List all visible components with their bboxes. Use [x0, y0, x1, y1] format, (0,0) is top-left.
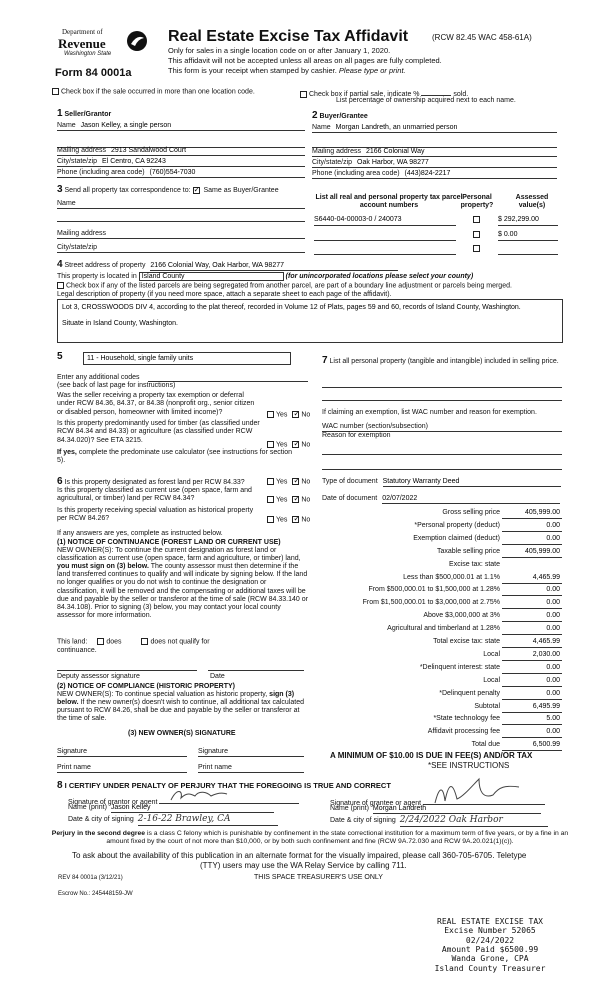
s5-q1-answers: [267, 411, 310, 420]
notice-2-title: (2) NOTICE OF COMPLIANCE (HISTORIC PROPERTY): [57, 683, 235, 690]
treasurer-use-only: THIS SPACE TREASURER'S USE ONLY: [254, 874, 383, 881]
personal-property-line-2[interactable]: [322, 393, 562, 401]
calc-value[interactable]: 6,495.99: [502, 703, 562, 713]
new-owner-name-1[interactable]: [57, 764, 187, 773]
seller-city-field[interactable]: [57, 158, 305, 167]
calc-label: Total due: [471, 741, 500, 749]
street-label: Street address of property: [64, 262, 146, 269]
does-not-label: does not qualify for: [150, 638, 210, 646]
deputy-date-line[interactable]: [208, 663, 304, 671]
personal-property-line-1[interactable]: [322, 380, 562, 388]
s6-q2-yes-checkbox[interactable]: [267, 496, 274, 503]
additional-codes-field[interactable]: [148, 374, 308, 382]
partial-label-c: List percentage of ownership acquired next to each name.: [336, 97, 516, 104]
buyer-city-value: Oak Harbor, WA 98277: [357, 159, 429, 166]
grantee-date-row: [330, 815, 548, 827]
stamp-line-1: REAL ESTATE EXCISE TAX: [437, 917, 543, 926]
no-label: No: [301, 411, 311, 419]
new-owner-sig-2[interactable]: [198, 748, 304, 757]
section-3-number: 3: [57, 184, 63, 195]
section-3-text: Send all property tax correspondence to:: [64, 187, 191, 194]
header-line-1: Only for sales in a single location code on or after January 1, 2020.: [168, 46, 391, 55]
header-line-2: This affidavit will not be accepted unless all areas on all pages are fully completed.: [168, 56, 442, 65]
grantor-name-label: Name (print): [68, 804, 107, 811]
parcels-col-1-header: List all real and personal property tax parcel account numbers: [315, 194, 463, 210]
buyer-phone-label: Phone (including area code): [312, 170, 400, 177]
calc-value[interactable]: 0.00: [502, 535, 562, 545]
does-label: does: [106, 638, 122, 646]
buyer-mailing-value: 2166 Colonial Way: [365, 148, 425, 155]
s6-q3-yes-checkbox[interactable]: [267, 516, 274, 523]
seller-mailing-label: Mailing address: [57, 147, 107, 154]
seller-heading-text: Seller/Grantor: [64, 111, 112, 118]
alt-format-line-2: (TTY) users may use the WA Relay Service by calling 711.: [200, 861, 407, 870]
calc-value[interactable]: 2,030.00: [502, 651, 562, 661]
form-number: Form 84 0001a: [55, 67, 132, 79]
legal-description-line-1: Lot 3, CROSSWOODS DIV 4, according to the plat thereof, recorded in Volume 12 of Plats, pages 59 and 60, records of Island County, Washington.: [62, 304, 521, 311]
parcel-row-3[interactable]: [314, 245, 456, 255]
grantee-date-label: Date & city of signing: [330, 817, 396, 824]
s3-name-field[interactable]: [57, 200, 305, 209]
section-7-desc: List all personal property (tangible and intangible) included in selling price.: [329, 358, 559, 365]
multi-location-check[interactable]: [52, 88, 255, 97]
s6-q3-answers: [267, 516, 310, 525]
calc-value[interactable]: 0.00: [502, 664, 562, 674]
section-8-number: 8: [57, 780, 63, 791]
yes-label: Yes: [276, 411, 288, 419]
s6-q1-no-checkbox[interactable]: [292, 478, 299, 485]
calc-row: [322, 728, 562, 740]
section-7-text: [322, 355, 562, 367]
seller-name-label: Name: [57, 122, 76, 129]
calc-row: [322, 690, 562, 702]
stamp-line-6: Island County Treasurer: [434, 963, 546, 973]
calc-label: Above $3,000,000 at 3%: [423, 612, 500, 620]
grantor-signature-icon: [169, 788, 229, 802]
notice-2-text-a: NEW OWNER(S): To continue special valuation as historic property,: [57, 691, 268, 698]
treasurer-stamp: [430, 917, 550, 973]
s5-q2-yes-checkbox[interactable]: [267, 441, 274, 448]
reason-line-2[interactable]: [322, 462, 562, 470]
calc-row: [322, 715, 562, 727]
stamp-line-5: Wanda Grone, CPA: [451, 954, 529, 964]
section-3-heading: [57, 184, 279, 196]
buyer-name-label: Name: [312, 124, 331, 131]
same-as-buyer-checkbox[interactable]: [193, 187, 200, 194]
grantee-signature-icon: [433, 777, 523, 807]
washington-state-text: Washington State: [64, 51, 112, 57]
continuance-label: continuance.: [57, 647, 97, 654]
grantor-signature-field[interactable]: [159, 794, 299, 804]
calc-label: Subtotal: [474, 702, 500, 710]
no-label: No: [301, 441, 311, 449]
notice-1-text-c: The county assessor must then determine if the land transferred continues to qualify and will indicate by signing below. If the land no longer qualifies or you do not wish to continue the designation or classification, it will be removed and the compensating or additional taxes will be due and payable by the seller or transferor at the time of sale (RCW 84.33.140 or 84.34.108). Prior to signing (3) below, you may contact your local county assessor for more information.: [57, 563, 308, 619]
buyer-name-field[interactable]: [312, 124, 557, 133]
seller-city-value: El Centro, CA 92243: [102, 158, 166, 165]
same-as-buyer-label: Same as Buyer/Grantee: [203, 187, 279, 194]
grantee-name-value[interactable]: Morgan Landreth: [373, 805, 541, 814]
doc-date-row: [322, 495, 560, 504]
notice-1-text-b: you must sign on (3) below.: [57, 563, 149, 571]
seller-phone-value: (760)554-7030: [149, 169, 196, 176]
header-line-3: [168, 66, 406, 75]
yes-label: Yes: [276, 496, 288, 504]
no-label: No: [301, 516, 311, 524]
doc-type-value[interactable]: Statutory Warranty Deed: [383, 478, 561, 487]
calc-label: Taxable selling price: [436, 547, 500, 555]
s3-name-label: Name: [57, 200, 76, 207]
s5-q2-note: [57, 449, 297, 466]
calc-row: [322, 625, 562, 637]
buyer-extra-line[interactable]: [312, 140, 557, 148]
s6-if-yes: If any answers are yes, complete as instructed below.: [57, 530, 223, 537]
checkbox-icon[interactable]: [57, 282, 64, 289]
minimum-fee-note: A MINIMUM OF $10.00 IS DUE IN FEE(S) AND/OR TAX: [330, 751, 533, 760]
legal-description-label: Legal description of property (if you need more space, attach a separate sheet to each page of the affidavit).: [57, 291, 392, 298]
buyer-heading: [312, 110, 368, 122]
calc-row: [322, 586, 562, 598]
calc-value[interactable]: 5.00: [502, 715, 562, 725]
county-select[interactable]: Island County: [139, 272, 284, 281]
partial-percent-field[interactable]: [421, 88, 451, 96]
parcel-row-1[interactable]: S6440-04-00003-0 / 240073: [314, 216, 456, 226]
print-name-label: Print name: [198, 764, 232, 771]
certify-heading-text: I CERTIFY UNDER PENALTY OF PERJURY THAT THE FOREGOING IS TRUE AND CORRECT: [64, 781, 391, 790]
calc-value[interactable]: 0.00: [502, 612, 562, 622]
alt-format-line-1: To ask about the availability of this publication in an alternate format for the visually impaired, please call 360-705-6705. Teletype: [72, 851, 527, 860]
escrow-number: Escrow No.: 245448159-JW: [58, 891, 133, 897]
new-owner-name-2[interactable]: [198, 764, 304, 773]
segregated-label: Check box if any of the listed parcels are being segregated from another parcel, are part of a boundary line adjustment or parcels being merged.: [66, 282, 512, 290]
yes-label: Yes: [276, 516, 288, 524]
doc-date-label: Date of document: [322, 495, 378, 502]
personal-property-checkbox-1[interactable]: [473, 216, 480, 223]
yes-label: Yes: [276, 478, 288, 486]
calc-row: [322, 638, 562, 650]
calc-label: *Personal property (deduct): [414, 521, 500, 529]
calc-row: [322, 599, 562, 611]
doc-date-value[interactable]: 02/07/2022: [382, 495, 560, 504]
s6-q3-no-checkbox[interactable]: [292, 516, 299, 523]
does-not-checkbox[interactable]: [141, 638, 148, 645]
doc-type-row: [322, 478, 561, 487]
s5-q1: Was the seller receiving a property tax exemption or deferral under RCW 84.36, 84.37, or 84.38 (nonprofit org., senior citizen or disabled person, homeowner with limited income)?: [57, 392, 255, 416]
grantor-date-row: [68, 814, 278, 826]
buyer-name-value: Morgan Landreth, an unmarried person: [335, 124, 458, 131]
located-note: (for unincorporated locations please select your county): [285, 273, 474, 280]
s6-q1-yes-checkbox[interactable]: [267, 478, 274, 485]
calc-label: *Delinquent penalty: [439, 689, 500, 697]
signature-label: Signature: [198, 748, 228, 755]
partial-label-a: Check box if partial sale, indicate %: [309, 91, 420, 98]
multi-location-label: Check box if the sale occurred in more than one location code.: [61, 88, 255, 96]
calc-label: Agricultural and timberland at 1.28%: [387, 625, 500, 633]
s5-q2-note-a: If yes,: [57, 449, 77, 456]
no-label: No: [301, 496, 311, 504]
located-in-row: [57, 272, 473, 281]
grantee-sig-label: Signature of grantee or agent: [330, 800, 422, 807]
rev-number: REV 84 0001a (3/12/21): [58, 875, 123, 881]
revenue-logo-icon: [126, 30, 148, 52]
calc-label: *State technology fee: [433, 715, 500, 723]
calc-label: Affidavit processing fee: [427, 728, 500, 736]
deputy-label: Deputy assessor signature: [57, 673, 140, 680]
no-label: No: [301, 478, 311, 486]
calc-row: [322, 522, 562, 534]
buyer-phone-value: (443)824-2217: [404, 170, 451, 177]
s6-q2-answers: [267, 496, 310, 505]
segregated-check[interactable]: [57, 282, 512, 291]
reason-label: Reason for exemption: [322, 432, 391, 439]
grantor-date-value[interactable]: 2-16-22 Brawley, CA: [138, 814, 278, 826]
grantee-signature-field[interactable]: [423, 795, 545, 805]
seller-name-field[interactable]: [57, 122, 305, 131]
calc-value[interactable]: 6,500.99: [502, 741, 562, 751]
section-7-number: 7: [322, 355, 328, 366]
deputy-signature-line[interactable]: [57, 663, 197, 671]
personal-property-checkbox-3[interactable]: [473, 245, 480, 252]
calc-label: From $1,500,000.01 to $3,000,000 at 2.75%: [362, 599, 500, 607]
does-checkbox[interactable]: [97, 638, 104, 645]
s5-q1-no-checkbox[interactable]: [292, 411, 299, 418]
notice-1-text-a: NEW OWNER(S): To continue the current designation as forest land or classification as current use (open space, farm and agriculture, or timber) land,: [57, 547, 301, 563]
s3-mailing-label: Mailing address: [57, 230, 107, 237]
s5-q2-note-b: complete the predominate use calculator (see instructions for section 5).: [57, 449, 293, 465]
calc-value[interactable]: 4,465.99: [502, 574, 562, 584]
calc-label: Local: [483, 650, 500, 658]
checkbox-icon[interactable]: [300, 91, 307, 98]
calc-row: [322, 561, 562, 573]
stamp-line-2: Excise Number 52065: [444, 926, 536, 936]
header-line-3b: Please type or print.: [338, 66, 406, 75]
grantor-name-row: [68, 804, 274, 813]
notice-2-text: [57, 691, 309, 723]
calc-value[interactable]: 405,999.00: [502, 509, 562, 519]
s3-mailing-field[interactable]: [57, 230, 305, 239]
stamp-line-4: Amount Paid $6500.99: [441, 945, 539, 955]
s6-q2: Is this property classified as current use (open space, farm and agricultural, or timber) land per RCW 84.34?: [57, 487, 252, 503]
calc-label: Gross selling price: [442, 509, 500, 516]
seller-mailing-value: 2913 Sandalwood Court: [110, 147, 187, 154]
calc-row: [322, 612, 562, 624]
form-title: Real Estate Excise Tax Affidavit: [168, 28, 409, 45]
seller-mailing-field[interactable]: [57, 147, 305, 156]
calc-row: [322, 664, 562, 676]
buyer-mailing-field[interactable]: [312, 148, 557, 157]
section-1-number: 1: [57, 108, 63, 119]
wac-label: WAC number (section/subsection): [322, 423, 428, 430]
seller-phone-field[interactable]: [57, 169, 305, 178]
notice-1-text: [57, 547, 309, 620]
grantee-name-label: Name (print): [330, 805, 369, 812]
s6-q3: Is this property receiving special valuation as historical property per RCW 84.26?: [57, 507, 254, 523]
deputy-date-label: Date: [210, 673, 225, 680]
codes-label-a: Enter any additional codes: [57, 374, 140, 381]
yes-label: Yes: [276, 441, 288, 449]
perjury-text: is a class C felony which is punishable by confinement in the state correctional institution for a maximum term of five years, or by a fine in an amount fixed by the court of not more than $10,000, or by both such confinement and fine (RCW 9A.72.030 and RCW 9A.20.021(1)(c)).: [106, 830, 569, 846]
notice-3-title: (3) NEW OWNER(S) SIGNATURE: [128, 730, 236, 737]
calc-value[interactable]: 4,465.99: [502, 638, 562, 648]
buyer-mailing-label: Mailing address: [312, 148, 362, 155]
parcel-row-2[interactable]: [314, 231, 456, 241]
seller-heading: [57, 108, 111, 120]
section-4-street: [57, 259, 398, 271]
form-title-ref: (RCW 82.45 WAC 458-61A): [432, 33, 532, 42]
calc-row: [322, 535, 562, 547]
checkbox-icon[interactable]: [52, 88, 59, 95]
located-label: This property is located in: [57, 273, 137, 280]
buyer-city-field[interactable]: [312, 159, 557, 168]
section-5-number: 5: [57, 351, 63, 362]
signature-label: Signature: [57, 748, 87, 755]
notice-2-text-c: If the new owner(s) doesn't wish to continue, all additional tax calculated pursuant to RCW 84.26, shall be due and payable by the seller or transferor at the time of sale.: [57, 699, 305, 723]
parcels-col-2-header: Personal property?: [460, 194, 494, 210]
land-qualify-row: [57, 638, 210, 647]
s3-city-field[interactable]: [57, 244, 305, 253]
buyer-phone-field[interactable]: [312, 170, 557, 179]
s3-city-label: City/state/zip: [57, 244, 98, 251]
section-2-number: 2: [312, 110, 318, 121]
calc-row: [322, 677, 562, 689]
print-name-label: Print name: [57, 764, 91, 771]
header-line-3a: This form is your receipt when stamped by cashier.: [168, 66, 337, 75]
s5-q2-no-checkbox[interactable]: [292, 441, 299, 448]
street-value[interactable]: 2166 Colonial Way, Oak Harbor, WA 98277: [150, 262, 398, 271]
perjury-bold: Perjury in the second degree: [51, 830, 146, 837]
grantor-date-label: Date & city of signing: [68, 816, 134, 823]
grantor-name-value[interactable]: Jason Kelley: [111, 804, 274, 813]
calc-label: Local: [483, 676, 500, 684]
calc-row: [322, 548, 562, 560]
s5-q2: Is this property predominantly used for timber (as classified under RCW 84.34 and 84.33) or agriculture (as classified under RCW 84.34.020)? See ETA 3215.: [57, 420, 260, 444]
calc-label: *Delinquent interest: state: [419, 663, 500, 671]
calc-value[interactable]: 0.00: [502, 625, 562, 635]
calc-label: Exemption claimed (deduct): [413, 534, 500, 542]
personal-property-checkbox-2[interactable]: [473, 231, 480, 238]
calc-value[interactable]: 0.00: [502, 599, 562, 609]
calc-row: [322, 703, 562, 715]
calc-value[interactable]: 0.00: [502, 728, 562, 738]
dept-of-text: Department of: [62, 28, 103, 36]
section-4-number: 4: [57, 259, 63, 270]
calc-row: [322, 651, 562, 663]
assessed-value-1[interactable]: $ 292,299.00: [498, 216, 558, 226]
seller-phone-label: Phone (including area code): [57, 169, 145, 176]
exemption-label: If claiming an exemption, list WAC number and reason for exemption.: [322, 409, 537, 416]
grantee-date-value[interactable]: 2/24/2022 Oak Harbor: [400, 815, 548, 827]
legal-description-box[interactable]: [57, 299, 563, 343]
s6-q1-answers: [267, 478, 310, 487]
seller-city-label: City/state/zip: [57, 158, 98, 165]
section-6-number: 6: [57, 476, 63, 487]
grantor-sig-label: Signature of grantor or agent: [68, 799, 158, 806]
calc-label: From $500,000.01 to $1,500,000 at 1.28%: [368, 586, 500, 594]
buyer-heading-text: Buyer/Grantee: [319, 113, 368, 120]
revenue-text: Revenue: [58, 36, 106, 51]
legal-description-line-2: Situate in Island County, Washington.: [62, 320, 178, 328]
perjury-notice: [40, 830, 580, 846]
s6-q1-text: Is this property designated as forest land per RCW 84.33?: [64, 479, 245, 486]
calc-value[interactable]: 0.00: [502, 690, 562, 700]
partial-label-b: sold.: [453, 91, 469, 98]
see-instructions-note: *SEE INSTRUCTIONS: [428, 761, 510, 770]
calc-row: [322, 574, 562, 586]
calc-value[interactable]: 405,999.00: [502, 548, 562, 558]
wac-number-field[interactable]: [322, 423, 562, 432]
calc-label: Total excise tax: state: [433, 638, 500, 645]
land-label: This land:: [57, 638, 88, 646]
codes-label-b: (see back of last page for instructions): [57, 382, 176, 389]
calc-value[interactable]: 0.00: [502, 677, 562, 687]
stamp-line-3: 02/24/2022: [465, 935, 515, 945]
s6-q2-no-checkbox[interactable]: [292, 496, 299, 503]
notice-1-title: (1) NOTICE OF CONTINUANCE (FOREST LAND OR CURRENT USE): [57, 539, 281, 546]
assessed-value-2[interactable]: $ 0.00: [498, 231, 558, 241]
grantee-name-row: [330, 805, 541, 814]
new-owner-sig-1[interactable]: [57, 748, 187, 757]
buyer-city-label: City/state/zip: [312, 159, 353, 166]
calc-label: Less than $500,000.01 at 1.1%: [403, 573, 500, 581]
doc-type-label: Type of document: [322, 478, 378, 485]
calc-label: Excise tax: state: [449, 560, 500, 568]
land-use-code-select[interactable]: 11 - Household, single family units: [83, 352, 291, 365]
assessed-value-3[interactable]: [498, 245, 558, 255]
s5-q1-yes-checkbox[interactable]: [267, 411, 274, 418]
notice-2-text-b: sign (3) below.: [57, 691, 295, 707]
calc-value[interactable]: 0.00: [502, 522, 562, 532]
seller-name-value: Jason Kelley, a single person: [80, 122, 172, 129]
parcels-col-3-header: Assessed value(s): [515, 194, 549, 210]
s3-extra-line[interactable]: [57, 214, 305, 222]
dept-logo: [58, 28, 148, 68]
calc-value[interactable]: 0.00: [502, 586, 562, 596]
reason-line-1[interactable]: [322, 447, 562, 455]
calc-row: [322, 509, 562, 521]
